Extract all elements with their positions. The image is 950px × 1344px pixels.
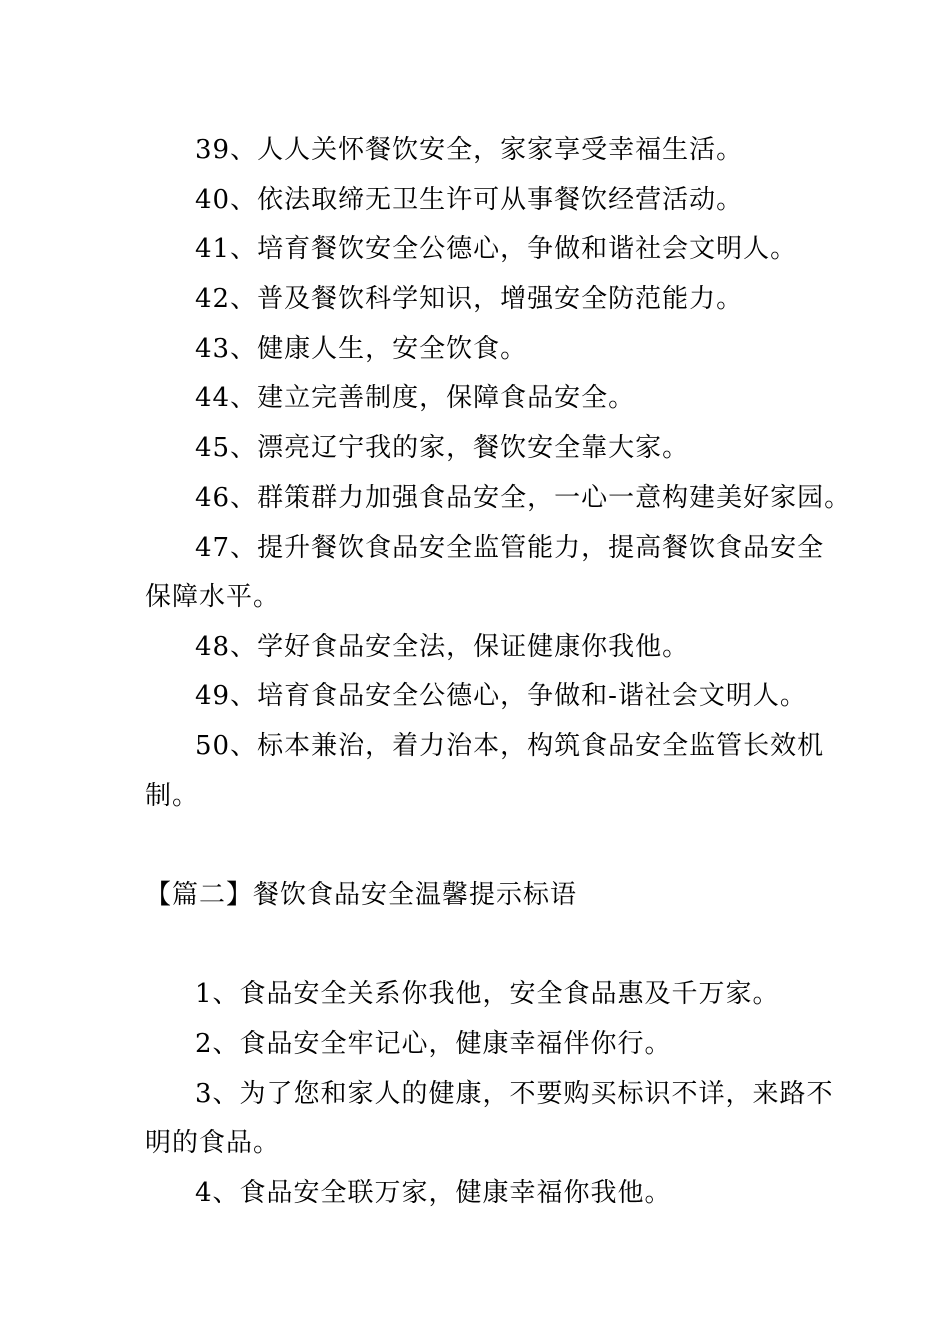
slogan-43: 43、健康人生，安全饮食。 [195,334,528,364]
slogan-45: 45、漂亮辽宁我的家，餐饮安全靠大家。 [195,433,690,463]
slogan-41: 41、培育餐饮安全公德心，争做和谐社会文明人。 [195,234,798,264]
tip-3-line2: 明的食品。 [145,1128,281,1158]
slogan-39: 39、人人关怀餐饮安全，家家享受幸福生活。 [195,135,744,165]
slogan-47-line2: 保障水平。 [145,582,281,612]
slogan-49: 49、培育食品安全公德心，争做和-谐社会文明人。 [195,681,807,711]
tip-2: 2、食品安全牢记心，健康幸福伴你行。 [195,1029,672,1059]
section-heading: 【篇二】餐饮食品安全温馨提示标语 [145,880,578,910]
tip-4: 4、食品安全联万家，健康幸福你我他。 [195,1178,672,1208]
tip-3-line1: 3、为了您和家人的健康，不要购买标识不详，来路不 [195,1079,834,1109]
slogan-46: 46、群策群力加强食品安全，一心一意构建美好家园。 [195,483,852,513]
slogan-48: 48、学好食品安全法，保证健康你我他。 [195,632,690,662]
slogan-47-line1: 47、提升餐饮食品安全监管能力，提高餐饮食品安全 [195,533,825,563]
slogan-40: 40、依法取缔无卫生许可从事餐饮经营活动。 [195,185,744,215]
slogan-50-line1: 50、标本兼治，着力治本，构筑食品安全监管长效机 [195,731,825,761]
slogan-50-line2: 制。 [145,781,200,811]
slogan-44: 44、建立完善制度，保障食品安全。 [195,383,636,413]
slogan-42: 42、普及餐饮科学知识，增强安全防范能力。 [195,284,744,314]
tip-1: 1、食品安全关系你我他，安全食品惠及千万家。 [195,979,780,1009]
